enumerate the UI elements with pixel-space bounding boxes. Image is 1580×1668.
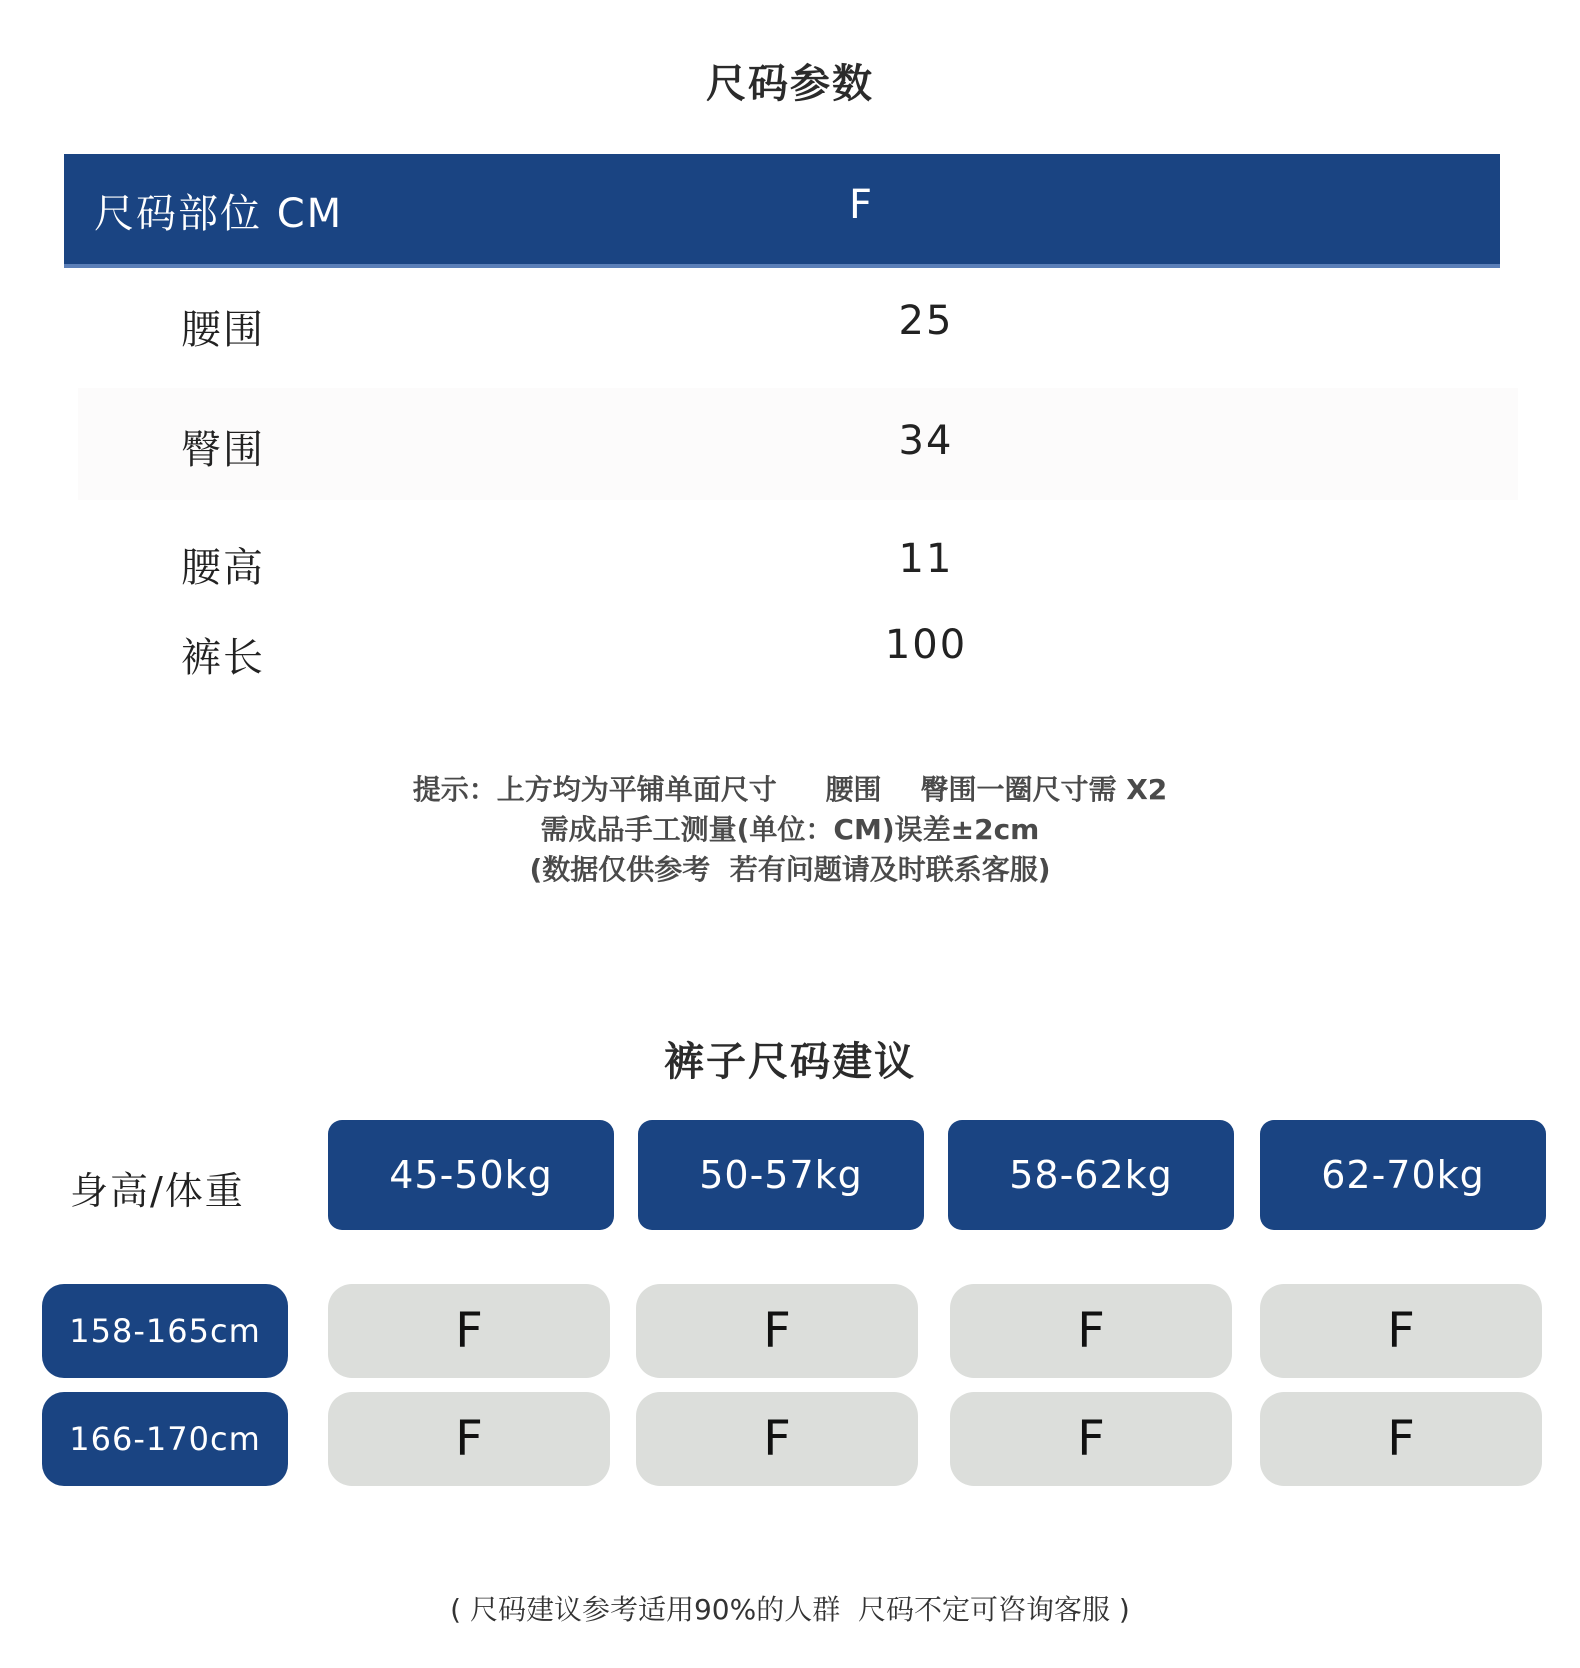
table-row xyxy=(64,510,1500,600)
row-part-label: 臀围 xyxy=(181,427,265,473)
size-cell: F xyxy=(328,1392,610,1486)
table-row xyxy=(78,388,1518,500)
size-cell: F xyxy=(636,1392,918,1486)
size-cell: F xyxy=(636,1284,918,1378)
weight-header: 45-50kg xyxy=(328,1120,614,1230)
row-value: 11 xyxy=(898,536,954,582)
weight-header: 58-62kg xyxy=(948,1120,1234,1230)
row-part-label: 腰围 xyxy=(181,307,265,353)
table-row xyxy=(64,278,1500,368)
note-line: (数据仅供参考 若有问题请及时联系客服) xyxy=(529,853,1051,886)
size-cell: F xyxy=(1260,1284,1542,1378)
size-suggestion-title: 裤子尺码建议 xyxy=(664,1039,916,1085)
weight-header: 62-70kg xyxy=(1260,1120,1546,1230)
note-line: 提示：上方均为平铺单面尺寸 腰围 臀围一圈尺寸需 X2 xyxy=(412,773,1168,806)
row-value: 34 xyxy=(898,418,954,464)
header-part-label: 尺码部位 CM xyxy=(94,191,344,237)
height-weight-label: 身高/体重 xyxy=(70,1169,245,1213)
row-value: 25 xyxy=(898,298,954,344)
measurement-notes xyxy=(0,770,1580,890)
row-part-label: 裤长 xyxy=(181,635,265,681)
row-value: 100 xyxy=(884,622,968,668)
size-cell: F xyxy=(950,1284,1232,1378)
height-header: 166-170cm xyxy=(42,1392,288,1486)
suggestion-footer-note: ( 尺码建议参考适用90%的人群 尺码不定可咨询客服 ) xyxy=(450,1593,1130,1626)
size-params-title: 尺码参数 xyxy=(706,61,874,107)
size-cell: F xyxy=(1260,1392,1542,1486)
table-row xyxy=(64,608,1500,698)
height-header: 158-165cm xyxy=(42,1284,288,1378)
size-table-header xyxy=(64,154,1500,268)
row-part-label: 腰高 xyxy=(181,545,265,591)
note-line: 需成品手工测量(单位：CM)误差±2cm xyxy=(540,813,1040,846)
size-cell: F xyxy=(328,1284,610,1378)
size-cell: F xyxy=(950,1392,1232,1486)
weight-header: 50-57kg xyxy=(638,1120,924,1230)
header-size-label: F xyxy=(849,182,873,228)
